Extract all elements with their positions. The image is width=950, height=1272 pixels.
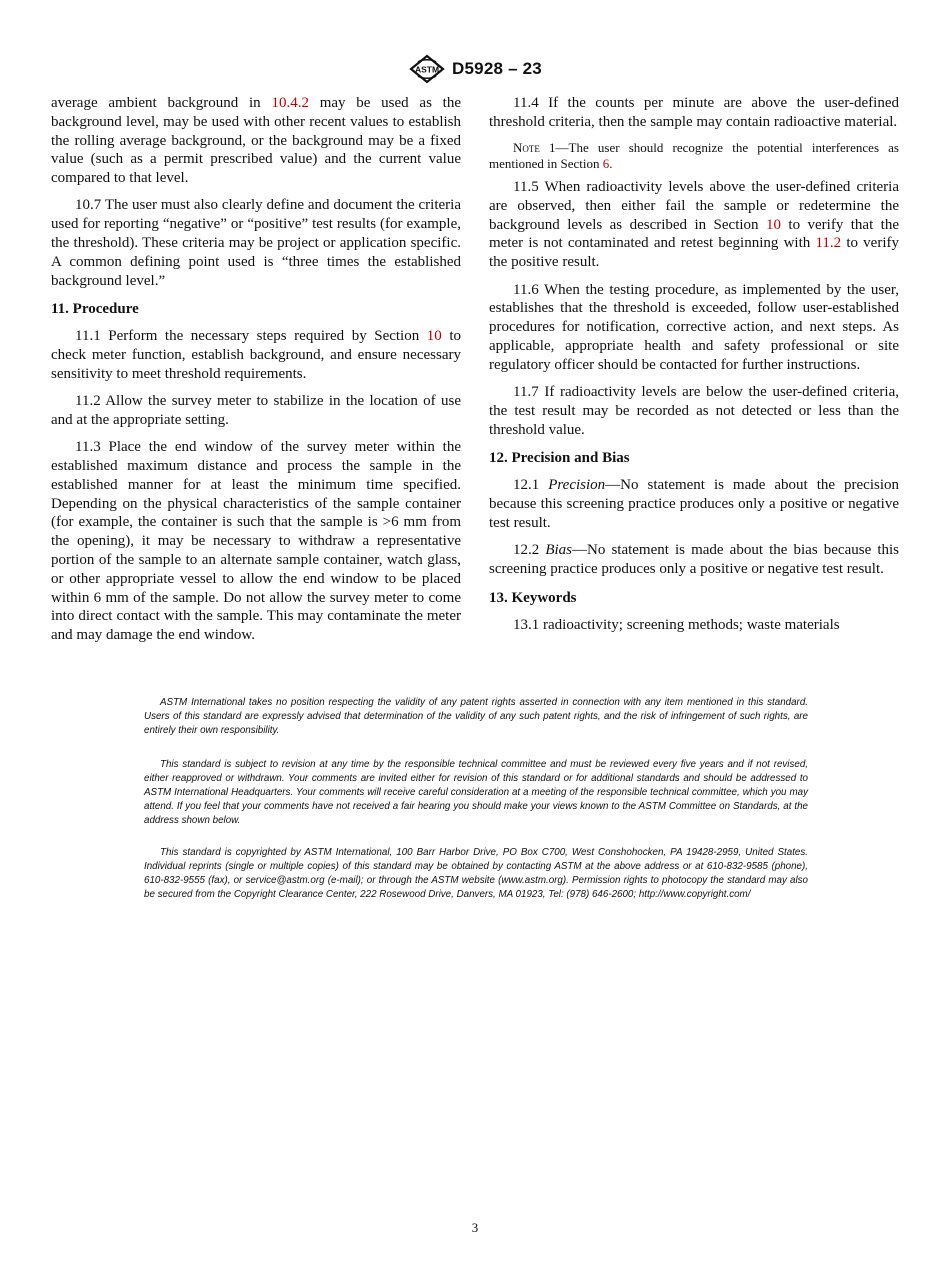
right-column bbox=[489, 94, 899, 643]
page-number: 3 bbox=[471, 1220, 479, 1235]
ref-link-10-4-2[interactable]: 10.4.2 bbox=[271, 95, 309, 111]
left-column bbox=[51, 94, 461, 654]
paragraph-13-1: 13.1 radioactivity; screening methods; waste materials bbox=[513, 616, 840, 633]
paragraph-12-1: 12.1 Precision—No statement is made about the precision because this screening practice produces only a positive or negative test result. bbox=[489, 477, 899, 531]
paragraph-continuation: average ambient background in 10.4.2 may be used as the background level, may be used with other recent values to establish the rolling average background, or the background may be a fixed value (such as a permit prescribed value) and the current value compared to that level. bbox=[51, 95, 461, 187]
paragraph-12-2: 12.2 Bias—No statement is made about the bias because this screening practice produces only a positive or negative test result. bbox=[489, 542, 899, 577]
footer-copyright-notice: This standard is copyrighted by ASTM International, 100 Barr Harbor Drive, PO Box C700, West Conshohocken, PA 19428-2959, United States. Individual reprints (single or multiple copies) of this standard may be obtained by contacting ASTM at the above address or at 610-832-9585 (phone), 610-832-9555 (fax), or service@astm.org (e-mail); or through the ASTM website (www.astm.org). Permission rights to photocopy the standard may also be secured from the Copyright Clearance Center, 222 Rosewood Drive, Danvers, MA 01923, Tel: (978) 646-2600; http://www.copyright.com/ bbox=[144, 847, 808, 900]
section-heading-precision-bias: 12. Precision and Bias bbox=[489, 450, 630, 467]
paragraph-11-7: 11.7 If radioactivity levels are below the user-defined criteria, the test result may be recorded as not detected or less than the threshold value. bbox=[489, 384, 899, 438]
paragraph-11-1: 11.1 Perform the necessary steps required by Section 10 to check meter function, establish background, and ensure necessary sensitivity to meet threshold requirements. bbox=[51, 328, 461, 382]
note-1: Note 1—The user should recognize the potential interferences as mentioned in Section 6. bbox=[489, 140, 899, 172]
footer-patent-notice: ASTM International takes no position respecting the validity of any patent rights asserted in connection with any item mentioned in this standard. Users of this standard are expressly advised that determination of the validity of any such patent rights, and the risk of infringement of such rights, are entirely their own responsibility. bbox=[144, 697, 808, 736]
page-header bbox=[0, 54, 950, 84]
ref-link-11-2[interactable]: 11.2 bbox=[815, 235, 842, 252]
paragraph-11-5: 11.5 When radioactivity levels above the user-defined criteria are observed, then either fail the sample or redetermine the background levels as described in Section 10 to verify that the meter is not contaminated and retest beginning with 11.2 to verify the positive result. bbox=[489, 179, 900, 271]
standard-designation: D5928 – 23 bbox=[452, 59, 542, 78]
ref-link-section-10[interactable]: 10 bbox=[426, 328, 442, 345]
paragraph-11-6: 11.6 When the testing procedure, as implemented by the user, establishes that the threshold is exceeded, follow user-established procedures for notification, corrective action, and next steps. As applicable, appropriate health and safety professional or site regulatory officer should be contacted for further instructions. bbox=[489, 281, 899, 373]
paragraph-11-2: 11.2 Allow the survey meter to stabilize in the location of use and at the appropriate setting. bbox=[51, 393, 461, 428]
astm-logo-icon bbox=[408, 54, 446, 84]
section-heading-keywords: 13. Keywords bbox=[489, 589, 577, 606]
footer-revision-notice: This standard is subject to revision at any time by the responsible technical committee and must be reviewed every five years and if not revised, either reapproved or withdrawn. Your comments are invited either for revision of this standard or for additional standards and should be addressed to ASTM International Headquarters. Your comments will receive careful consideration at a meeting of the responsible technical committee, which you may attend. If you feel that your comments have not received a fair hearing you should make your views known to the ASTM Committee on Standards, at the address shown below. bbox=[144, 759, 808, 826]
paragraph-11-3: 11.3 Place the end window of the survey meter within the established maximum distance and process the sample in the established manner for at least the minimum time specified. Depending on the physical characteristics of the sample container (for example, the container is such that the sample is >6 mm from the opening), it may be necessary to withdraw a representative portion of the sample to an alternate sample container, watch glass, or other appropriate vessel to allow the end window to be placed within 6 mm of the sample. Do not allow the survey meter to come into direct contact with the sample. This may contaminate the meter and may damage the end window. bbox=[51, 439, 461, 644]
ref-link-section-6[interactable]: 6 bbox=[602, 156, 610, 172]
ref-link-section-10[interactable]: 10 bbox=[765, 216, 781, 233]
svg-text:ASTM: ASTM bbox=[415, 64, 440, 75]
section-heading-procedure: 11. Procedure bbox=[51, 301, 139, 318]
paragraph-10-7: 10.7 The user must also clearly define and document the criteria used for reporting “negative” or “positive” test results (for example, the threshold). These criteria may be project or application specific. A common defining point used is “three times the established background level.” bbox=[51, 197, 461, 289]
paragraph-11-4: 11.4 If the counts per minute are above the user-defined threshold criteria, then the sample may contain radioactive material. bbox=[489, 95, 899, 130]
